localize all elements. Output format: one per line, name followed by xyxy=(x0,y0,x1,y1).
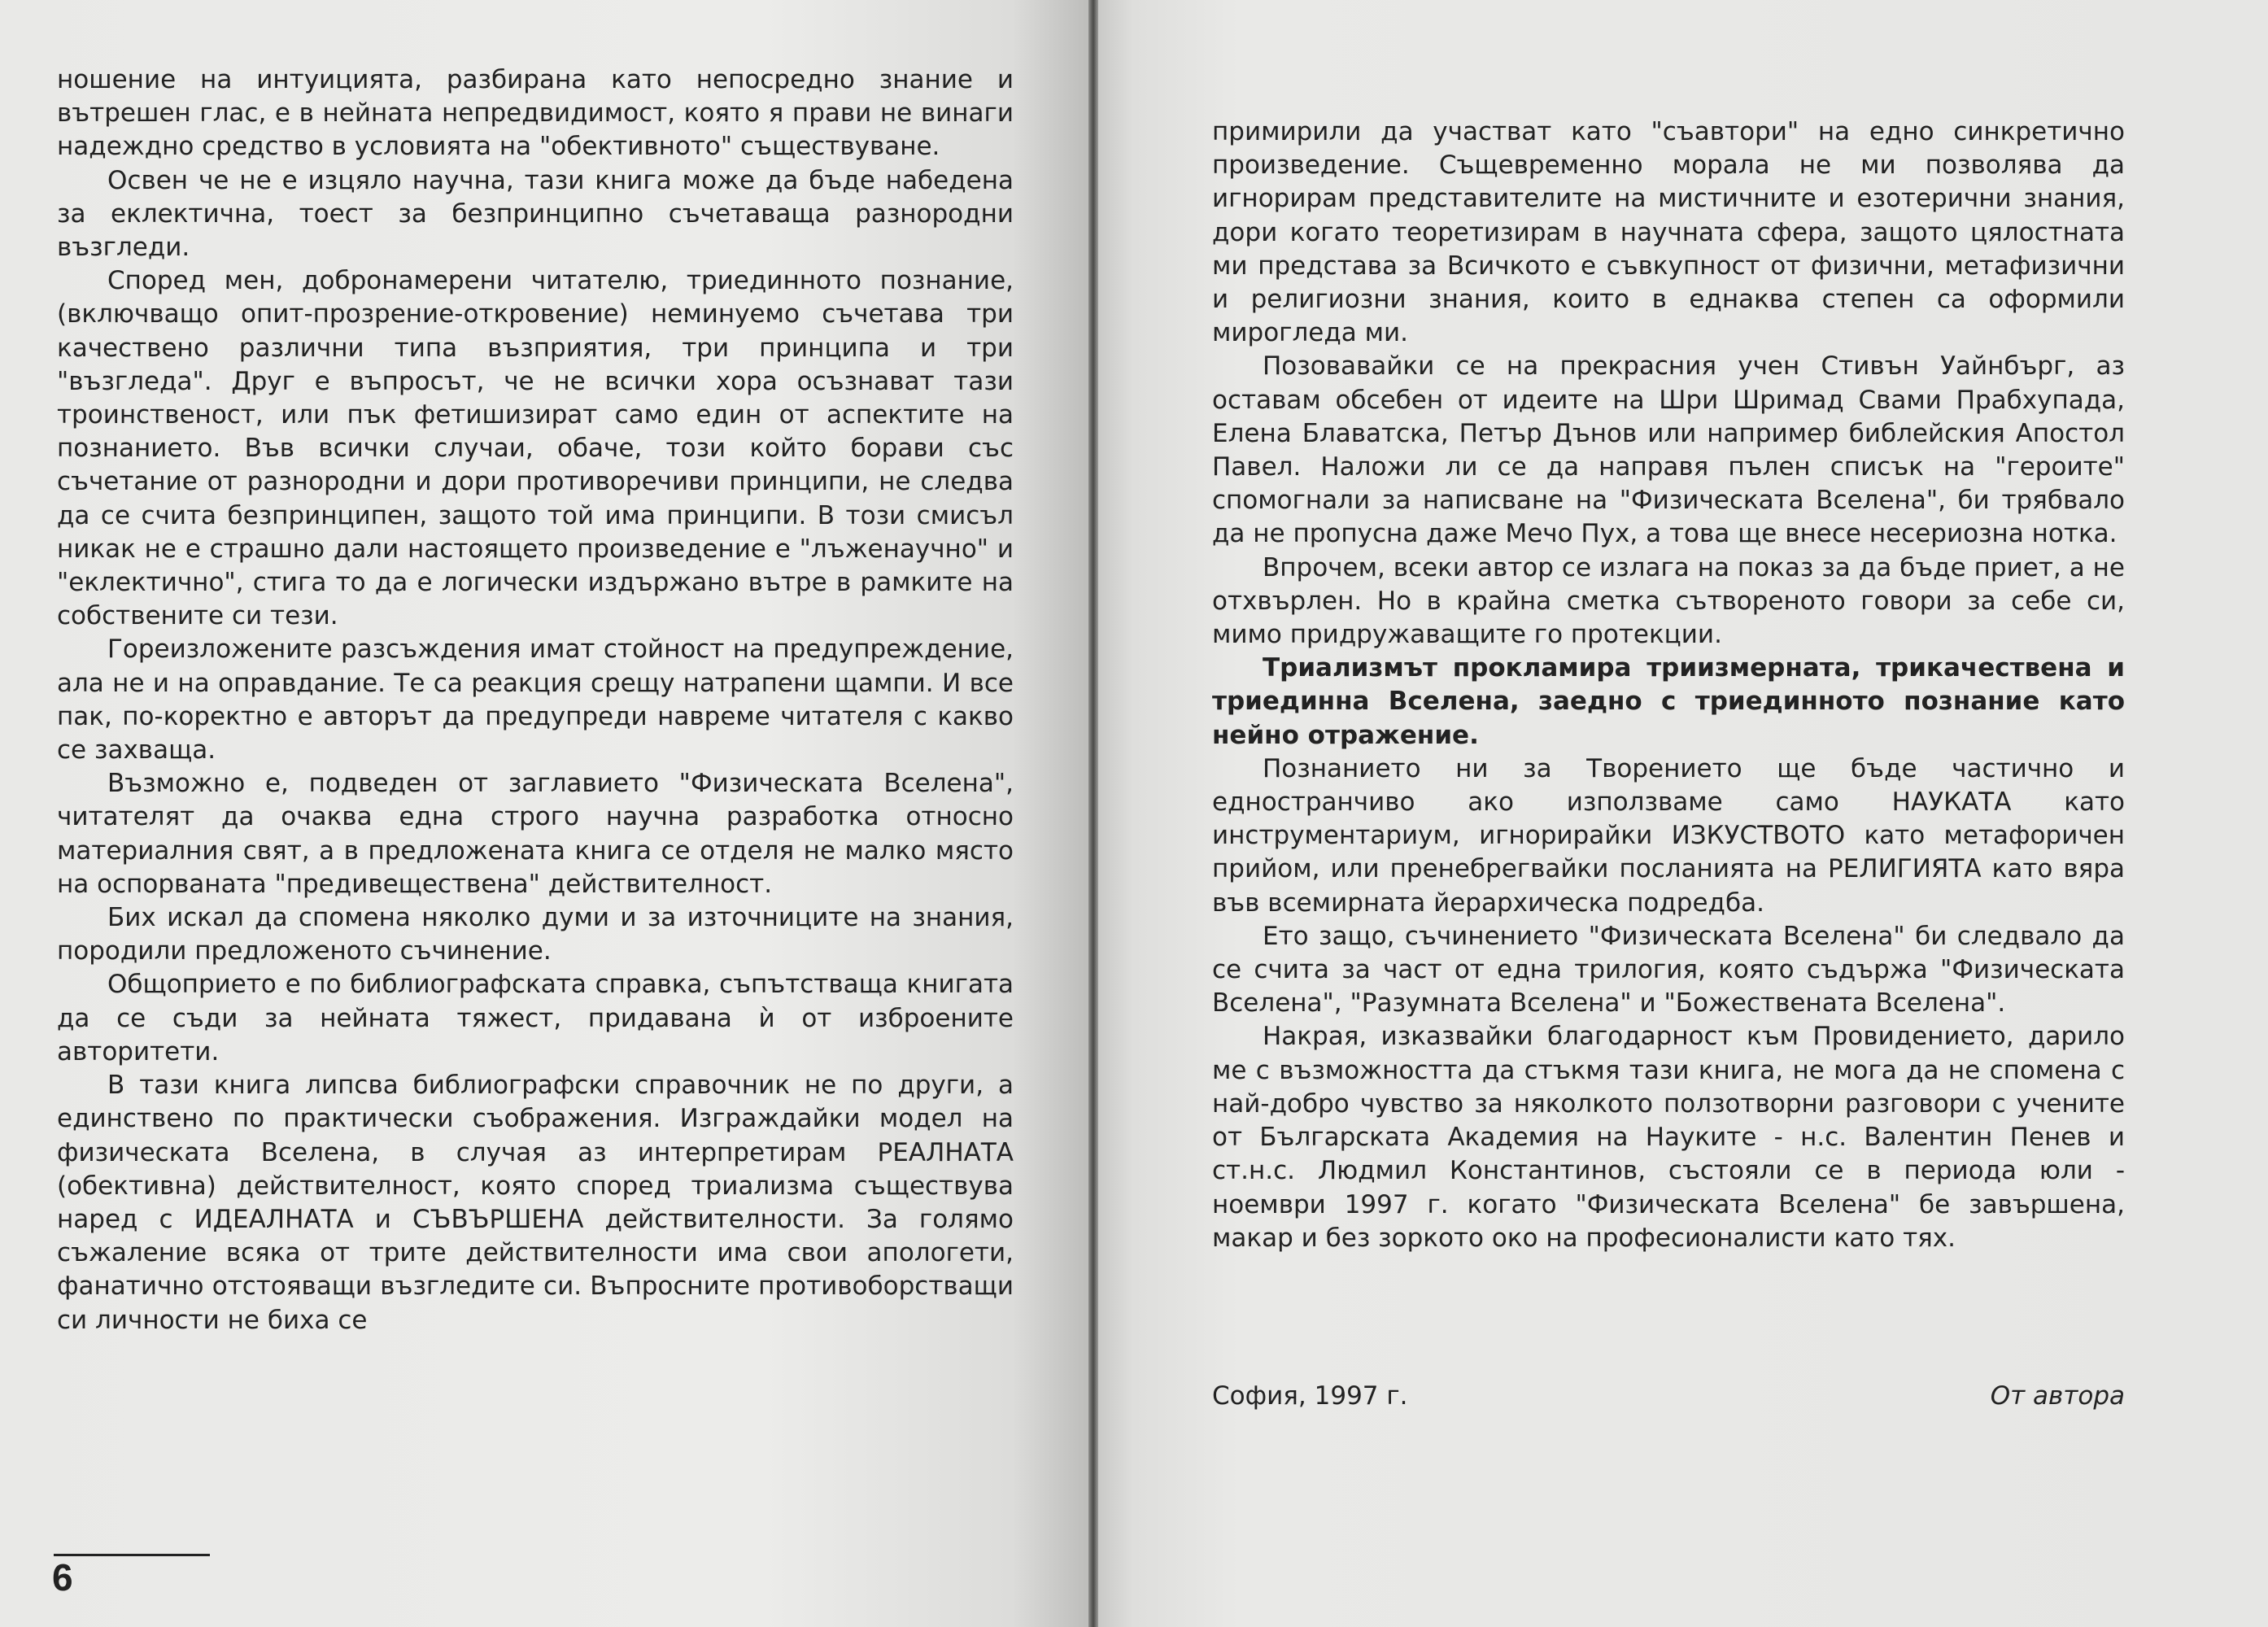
paragraph: Освен че не е изцяло научна, тази книга може да бъде набедена за еклектична, тоест за безпринципно съчетаваща разнородни възгледи. xyxy=(57,165,1014,263)
right-page-text xyxy=(1212,116,2125,1255)
page-number-rule xyxy=(54,1554,210,1556)
paragraph: Според мен, добронамерени читателю, триединното познание, (включващо опит-прозрение-откровение) неминуемо съчетава три качествено различни типа възприятия, три принципа и три "възгледа". Друг е въпросът, че не всички хора осъзнават тази троинственост, или пък фетишизират само един от аспектите на познанието. Във всички случаи, обаче, този който борави със съчетание от разнородни и дори противоречиви принципи, не следва да се счита безпринципен, защото той има принципи. В този смисъл никак не е страшно дали настоящето произведение е "лъженаучно" и "еклектично", стига то да е логически издържано вътре в рамките на собствените си тези. xyxy=(57,266,1014,631)
paragraph: ношение на интуицията, разбирана като непосредно знание и вътрешен глас, е в нейната непредвидимост, която я прави не винаги надеждно средство в условията на "обективното" съществуване. xyxy=(57,65,1014,162)
paragraph: Общоприето е по библиографската справка, съпътстваща книгата да се съди за нейната тяжест, придавана ѝ от изброените авторитети. xyxy=(57,970,1014,1066)
place-date: София, 1997 г. xyxy=(1212,1381,1408,1411)
author-signature: От автора xyxy=(1990,1381,2125,1411)
paragraph: Бих искал да спомена няколко думи и за източниците на знания, породили предложеното съчинение. xyxy=(57,903,1014,966)
left-page xyxy=(0,0,1088,1627)
book-gutter xyxy=(1088,0,1098,1627)
paragraph: примирили да участват като "съавтори" на едно синкретично произведение. Същевременно морала не ми позволява да игнорирам представителите на мистичните и езотерични знания, дори когато теоретизирам в научната сфера, защото цялостната ми представа за Всичкото е съвкупност от физични, метафизични и религиозни знания, които в еднаква степен са оформили мирогледа ми. xyxy=(1212,117,2125,348)
paragraph: Гореизложените разсъждения имат стойност на предупреждение, ала не и на оправдание. Те са реакция срещу натрапени щампи. И все пак, по-коректно е авторът да предупреди навреме читателя с какво се захваща. xyxy=(57,635,1014,766)
paragraph: Впрочем, всеки автор се излага на показ за да бъде приет, а не отхвърлен. Но в крайна сметка сътвореното говори за себе си, мимо придружаващите го протекции. xyxy=(1212,552,2125,650)
paragraph: Възможно е, подведен от заглавието "Физическата Вселена", читателят да очаква една строго научна разработка относно материалния свят, а в предложената книга се отделя не малко място на оспорваната "предивеществена" действителност. xyxy=(57,769,1014,899)
paragraph: Познанието ни за Творението ще бъде частично и едностранчиво ако използваме само НАУКАТА като инструментариум, игнорирайки ИЗКУСТВОТО като метафоричен прийом, или пренебрегвайки посланията на РЕЛИГИЯТА като вяра във всемирната йерархическа подредба. xyxy=(1212,753,2125,918)
right-page xyxy=(1098,0,2268,1627)
paragraph: Ето защо, съчинението "Физическата Вселена" би следвало да се счита за част от една трилогия, която съдържа "Физическата Вселена", "Разумната Вселена" и "Божествената Вселена". xyxy=(1212,921,2125,1019)
paragraph: Позовавайки се на прекрасния учен Стивън Уайнбърг, аз оставам обсебен от идеите на Шри Шримад Свами Прабхупада, Елена Блаватска, Петър Дънов или например библейския Апостол Павел. Наложи ли се да направя пълен списък на "героите" спомогнали за написване на "Физическата Вселена", би трябвало да не пропусна даже Мечо Пух, а това ще внесе несериозна нотка. xyxy=(1212,351,2125,549)
paragraph: Накрая, изказвайки благодарност към Провидението, дарило ме с възможността да стъкмя тази книга, не мога да не спомена с най-добро чувство за няколкото ползотворни разговори с учените от Българската Академия на Науките - н.с. Валентин Пенев и ст.н.с. Людмил Константинов, състояли се в периода юли - ноември 1997 г. когато "Физическата Вселена" бе завършена, макар и без зоркото око на професионалисти като тях. xyxy=(1212,1022,2125,1253)
thesis-paragraph: Триализмът прокламира триизмерната, трикачествена и триединна Вселена, заедно с триединното познание като нейно отражение. xyxy=(1212,653,2125,750)
paragraph: В тази книга липсва библиографски справочник не по други, а единствено по практически съображения. Изграждайки модел на физическата Вселена, в случая аз интерпретирам РЕАЛНАТА (обективна) действителност, която според триализма съществува наред с ИДЕАЛНАТА и СЪВЪРШЕНА действителности. За голямо съжаление всяка от трите действителности има свои апологети, фанатично отстояващи възгледите си. Въпросните противоборстващи си личности не биха се xyxy=(57,1071,1014,1335)
left-page-text xyxy=(57,63,1014,1337)
page-number: 6 xyxy=(52,1556,73,1599)
